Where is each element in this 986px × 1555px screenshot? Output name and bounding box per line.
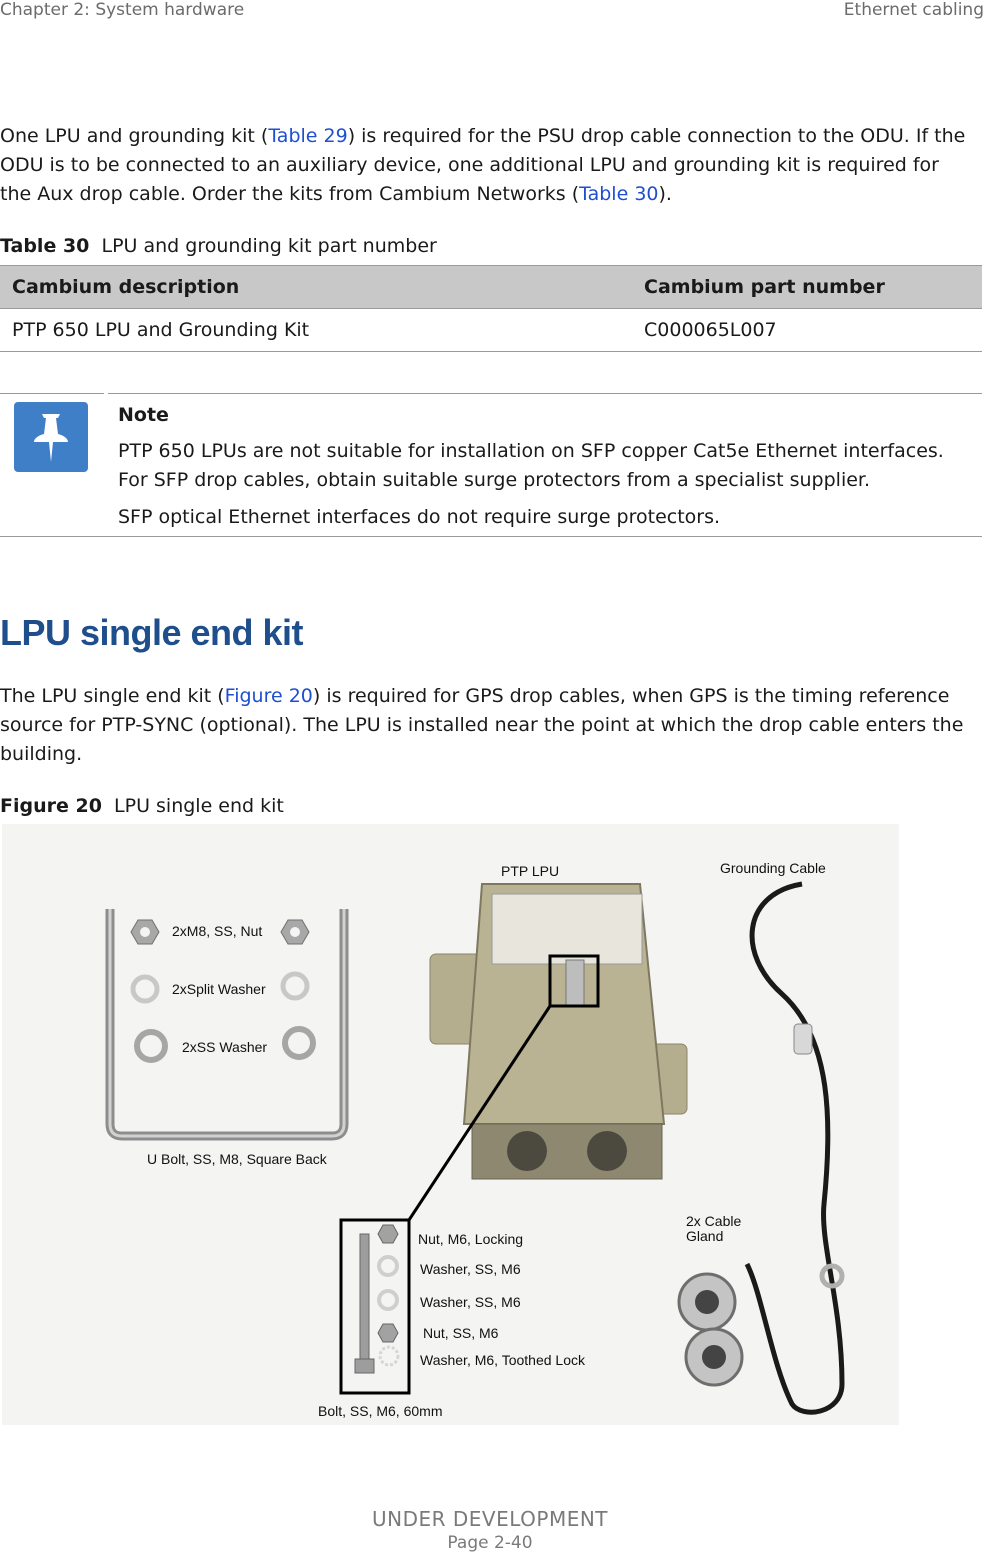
section-text-1: The LPU single end kit ( xyxy=(0,685,225,707)
draft-status: UNDER DEVELOPMENT xyxy=(371,1507,609,1531)
note-divider xyxy=(108,393,982,394)
note-title: Note xyxy=(118,404,169,426)
intro-paragraph xyxy=(0,122,975,209)
label-toothed-washer: Washer, M6, Toothed Lock xyxy=(420,1352,585,1368)
table-caption xyxy=(0,234,437,258)
figure-caption-label: Figure 20 xyxy=(0,795,102,817)
table-header-row xyxy=(0,266,982,309)
lpu-kit-photo xyxy=(2,824,899,1425)
cell-part-number: C000065L007 xyxy=(632,309,982,352)
label-ss-washer: 2xSS Washer xyxy=(182,1039,268,1055)
label-ptp-lpu: PTP LPU xyxy=(501,863,560,879)
figure-caption xyxy=(0,794,284,818)
label-cable-gland-2: Gland xyxy=(686,1228,724,1244)
section-heading: LPU single end kit xyxy=(0,612,304,653)
label-m6-washer-2: Washer, SS, M6 xyxy=(420,1294,521,1310)
intro-text-1: One LPU and grounding kit ( xyxy=(0,125,269,147)
table-caption-label: Table 30 xyxy=(0,235,90,257)
note-text-1: PTP 650 LPUs are not suitable for installation on SFP copper Cat5e Ethernet interfaces. For SFP drop cables, obtain suitable surge protectors from a specialist supplier. xyxy=(118,440,944,491)
table-29-link[interactable]: Table 29 xyxy=(268,125,348,147)
intro-text-2: ) is required for the PSU drop cable connection to the ODU. If the ODU is to be connected to an auxiliary device, one additional LPU and grounding kit is required for the Aux drop cable. Order the kits from Cambium Networks ( xyxy=(0,125,966,205)
label-cable-gland: 2x Cable xyxy=(686,1213,742,1229)
section-text-2: ) is required for GPS drop cables, when GPS is the timing reference source for PTP-SYNC (optional). The LPU is installed near the point at which the drop cable enters the building. xyxy=(0,685,964,765)
label-split-washer: 2xSplit Washer xyxy=(172,981,266,997)
table-30-link[interactable]: Table 30 xyxy=(579,183,659,205)
label-m8-nut: 2xM8, SS, Nut xyxy=(172,923,263,939)
label-m6-bolt: Bolt, SS, M6, 60mm xyxy=(318,1403,443,1419)
page-number: Page 2-40 xyxy=(447,1533,533,1553)
column-header-part-number: Cambium part number xyxy=(632,266,982,309)
note-divider xyxy=(0,536,982,537)
intro-text-3: ). xyxy=(658,183,672,205)
label-m6-locking-nut: Nut, M6, Locking xyxy=(418,1231,524,1247)
running-header-section: Ethernet cabling xyxy=(843,0,984,20)
cell-description: PTP 650 LPU and Grounding Kit xyxy=(0,309,632,352)
label-m6-nut: Nut, SS, M6 xyxy=(423,1325,499,1341)
figure-caption-text: LPU single end kit xyxy=(114,795,284,817)
table-caption-text: LPU and grounding kit part number xyxy=(101,235,437,257)
note-text-2: SFP optical Ethernet interfaces do not require surge protectors. xyxy=(118,506,721,528)
table-row xyxy=(0,309,982,352)
column-header-description: Cambium description xyxy=(0,266,632,309)
section-paragraph xyxy=(0,682,975,769)
pushpin-icon xyxy=(14,402,88,472)
label-grounding-cable: Grounding Cable xyxy=(720,860,826,876)
label-u-bolt: U Bolt, SS, M8, Square Back xyxy=(147,1151,327,1167)
figure-20-link[interactable]: Figure 20 xyxy=(224,685,313,707)
part-number-table xyxy=(0,265,982,352)
note-divider xyxy=(0,393,104,394)
running-header-chapter: Chapter 2: System hardware xyxy=(0,0,245,20)
label-m6-washer-1: Washer, SS, M6 xyxy=(420,1261,521,1277)
